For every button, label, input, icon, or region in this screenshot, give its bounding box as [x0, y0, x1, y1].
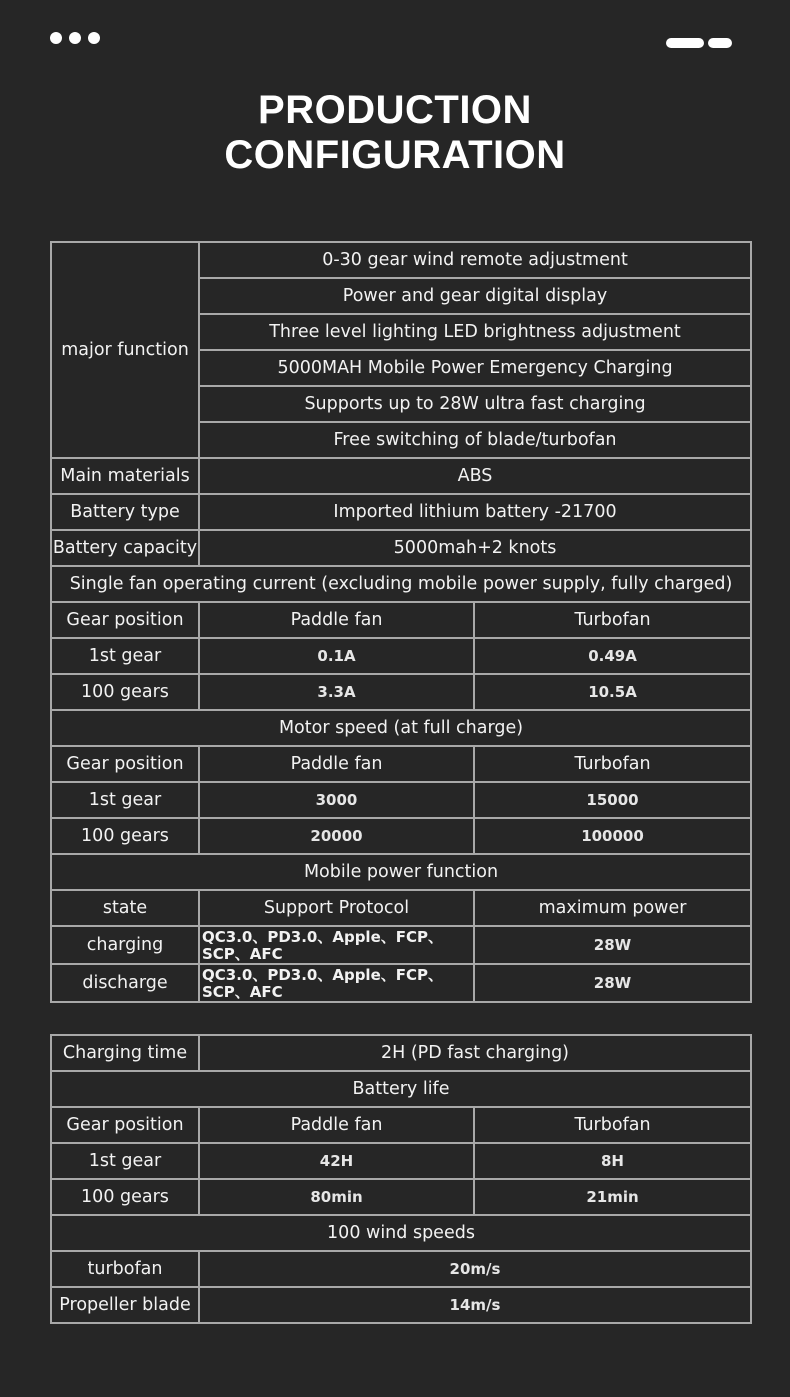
main-materials-label: Main materials — [51, 458, 199, 494]
wind-speed-label: Propeller blade — [51, 1287, 199, 1323]
turbo-speed: 15000 — [474, 782, 751, 818]
title-line-1: PRODUCTION — [258, 88, 532, 132]
function-item: Free switching of blade/turbofan — [199, 422, 751, 458]
state-label: charging — [51, 926, 199, 964]
turbo-current: 10.5A — [474, 674, 751, 710]
protocol-value: QC3.0、PD3.0、Apple、FCP、SCP、AFC — [199, 926, 474, 964]
wind-speed-label: turbofan — [51, 1251, 199, 1287]
function-item: Power and gear digital display — [199, 278, 751, 314]
gear-label: 100 gears — [51, 1179, 199, 1215]
column-header: Paddle fan — [199, 746, 474, 782]
gear-label: 100 gears — [51, 674, 199, 710]
function-item: Supports up to 28W ultra fast charging — [199, 386, 751, 422]
spec-table-1 — [50, 241, 752, 1003]
wind-speeds-heading: 100 wind speeds — [51, 1215, 751, 1251]
gear-label: 1st gear — [51, 1143, 199, 1179]
major-function-label: major function — [51, 242, 199, 458]
function-item: 5000MAH Mobile Power Emergency Charging — [199, 350, 751, 386]
column-header: maximum power — [474, 890, 751, 926]
current-heading: Single fan operating current (excluding mobile power supply, fully charged) — [51, 566, 751, 602]
charging-time-label: Charging time — [51, 1035, 199, 1071]
column-header: Gear position — [51, 1107, 199, 1143]
paddle-speed: 20000 — [199, 818, 474, 854]
dot-icon — [50, 32, 62, 44]
power-value: 28W — [474, 964, 751, 1002]
table-row — [51, 1143, 751, 1179]
battery-type-value: Imported lithium battery -21700 — [199, 494, 751, 530]
table-row — [51, 1287, 751, 1323]
paddle-life: 80min — [199, 1179, 474, 1215]
battery-capacity-label: Battery capacity — [51, 530, 199, 566]
column-header: state — [51, 890, 199, 926]
turbo-life: 21min — [474, 1179, 751, 1215]
table-row — [51, 926, 751, 964]
decorative-pills — [666, 38, 732, 48]
function-item: 0-30 gear wind remote adjustment — [199, 242, 751, 278]
dot-icon — [69, 32, 81, 44]
table-row — [51, 638, 751, 674]
battery-life-heading: Battery life — [51, 1071, 751, 1107]
gear-label: 1st gear — [51, 782, 199, 818]
pill-icon — [708, 38, 732, 48]
page-title — [0, 88, 790, 178]
paddle-current: 0.1A — [199, 638, 474, 674]
charging-time-value: 2H (PD fast charging) — [199, 1035, 751, 1071]
spec-table-2 — [50, 1034, 752, 1324]
main-materials-value: ABS — [199, 458, 751, 494]
paddle-current: 3.3A — [199, 674, 474, 710]
window-dots — [50, 32, 100, 44]
column-header: Gear position — [51, 602, 199, 638]
mobile-power-heading: Mobile power function — [51, 854, 751, 890]
table-row — [51, 782, 751, 818]
table-row — [51, 964, 751, 1002]
column-header: Support Protocol — [199, 890, 474, 926]
paddle-speed: 3000 — [199, 782, 474, 818]
battery-capacity-value: 5000mah+2 knots — [199, 530, 751, 566]
column-header: Turbofan — [474, 602, 751, 638]
column-header: Turbofan — [474, 1107, 751, 1143]
battery-type-label: Battery type — [51, 494, 199, 530]
title-line-2: CONFIGURATION — [224, 133, 566, 177]
wind-speed-value: 20m/s — [199, 1251, 751, 1287]
protocol-value: QC3.0、PD3.0、Apple、FCP、SCP、AFC — [199, 964, 474, 1002]
column-header: Paddle fan — [199, 1107, 474, 1143]
dot-icon — [88, 32, 100, 44]
column-header: Gear position — [51, 746, 199, 782]
table-row — [51, 674, 751, 710]
gear-label: 1st gear — [51, 638, 199, 674]
gear-label: 100 gears — [51, 818, 199, 854]
power-value: 28W — [474, 926, 751, 964]
turbo-speed: 100000 — [474, 818, 751, 854]
table-row — [51, 1179, 751, 1215]
paddle-life: 42H — [199, 1143, 474, 1179]
table-row — [51, 818, 751, 854]
pill-icon — [666, 38, 704, 48]
wind-speed-value: 14m/s — [199, 1287, 751, 1323]
column-header: Paddle fan — [199, 602, 474, 638]
speed-heading: Motor speed (at full charge) — [51, 710, 751, 746]
column-header: Turbofan — [474, 746, 751, 782]
turbo-current: 0.49A — [474, 638, 751, 674]
turbo-life: 8H — [474, 1143, 751, 1179]
function-item: Three level lighting LED brightness adjustment — [199, 314, 751, 350]
table-row — [51, 1251, 751, 1287]
state-label: discharge — [51, 964, 199, 1002]
